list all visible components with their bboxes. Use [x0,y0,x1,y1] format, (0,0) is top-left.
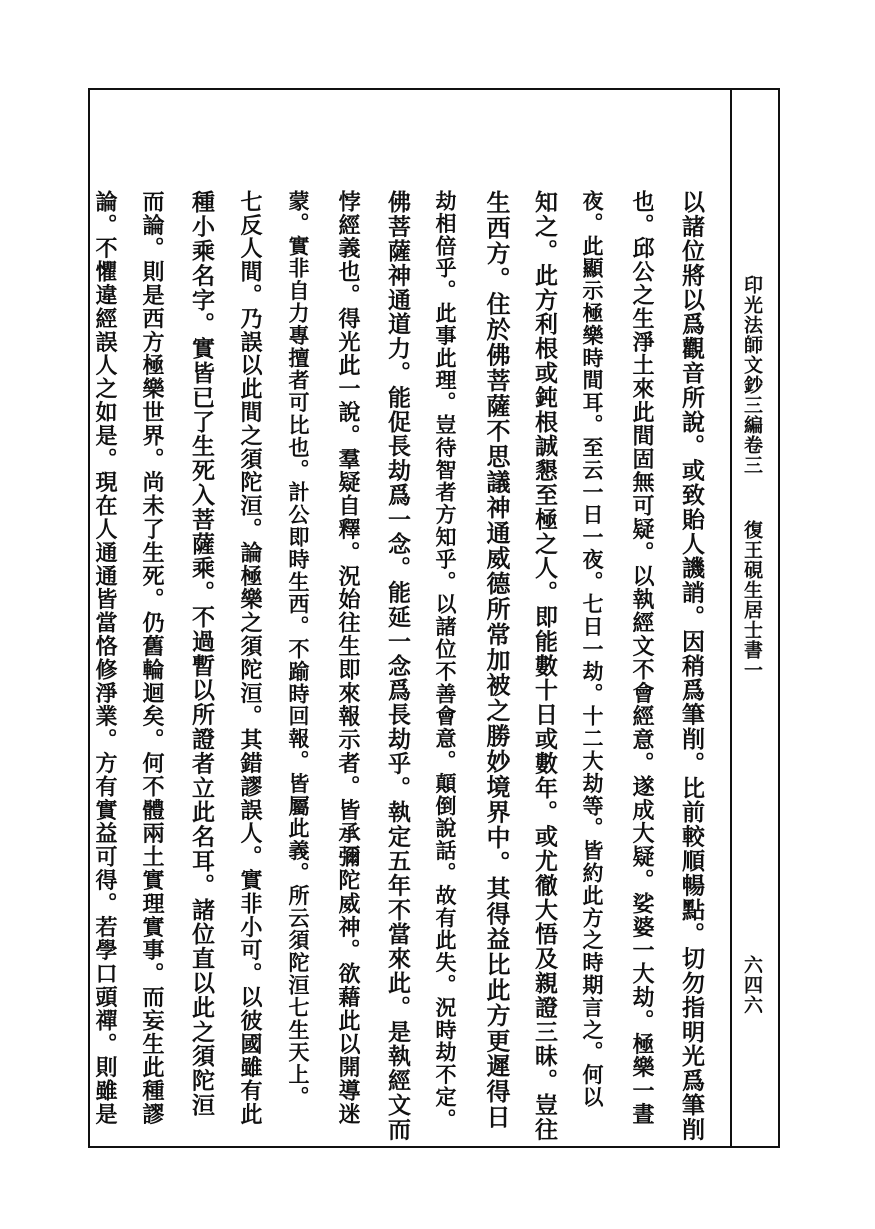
text-column: 蒙。實非自力專擅者可比也。計公即時生西。不踰時回報。皆屬此義。所云須陀洹七生天上。 [286,190,311,1109]
page-frame [88,88,780,1148]
text-column: 而論。則是西方極樂世界。尚未了生死。仍舊輪迴矣。何不體兩土實理實事。而妄生此種謬 [139,190,165,1126]
text-column: 七反人間。乃誤以此間之須陀洹。論極樂之須陀洹。其錯謬誤人。實非小可。以彼國雖有此 [237,190,263,1126]
text-column: 悖經義也。得光此一說。羣疑自釋。況始往生即來報示者。皆承彌陀威神。欲藉此以開導迷 [335,190,361,1126]
text-column: 知之。此方利根或鈍根誠懇至極之人。即能數十日或數年。或尤徹大悟及親證三昧。豈往 [531,190,558,1142]
text-column: 夜。此顯示極樂時間耳。至云一日一夜。七日一劫。十二大劫等。皆約此方之時期言之。何以 [580,190,605,1109]
text-column: 也。邱公之生淨土來此間固無可疑。以執經文不會經意。遂成大疑。娑婆一大劫。極樂一晝 [629,190,655,1126]
book-title: 印光法師文鈔三編卷三 [741,275,763,475]
text-column: 論。不懼違經誤人之如是。現在人通通皆當恪修淨業。方有實益可得。若學口頭禪。則雖是 [92,190,118,1126]
text-column: 佛菩薩神通道力。能促長劫爲一念。能延一念爲長劫乎。執定五年不當來此。是執經文而 [384,190,411,1142]
letter-title: 復王硯生居士書一 [741,520,763,680]
text-column: 以諸位將以爲觀音所說。或致貽人譏誚。因稍爲筆削。比前較順暢點。切勿指明光爲筆削 [678,190,705,1142]
text-column: 生西方。住於佛菩薩不思議神通威德所常加被之勝妙境界中。其得益比此方更遲得日 [482,190,511,1130]
text-column: 劫相倍乎。此事此理。豈待智者方知乎。以諸位不善會意。顛倒說話。故有此失。況時劫不定。 [433,190,458,1131]
right-rule-line [730,90,732,1146]
page-number: 六四六 [741,955,763,1015]
text-column: 種小乘名字。實皆已了生死入菩薩乘。不過暫以所證者立此名耳。諸位直以此之須陀洹 [188,190,215,1118]
